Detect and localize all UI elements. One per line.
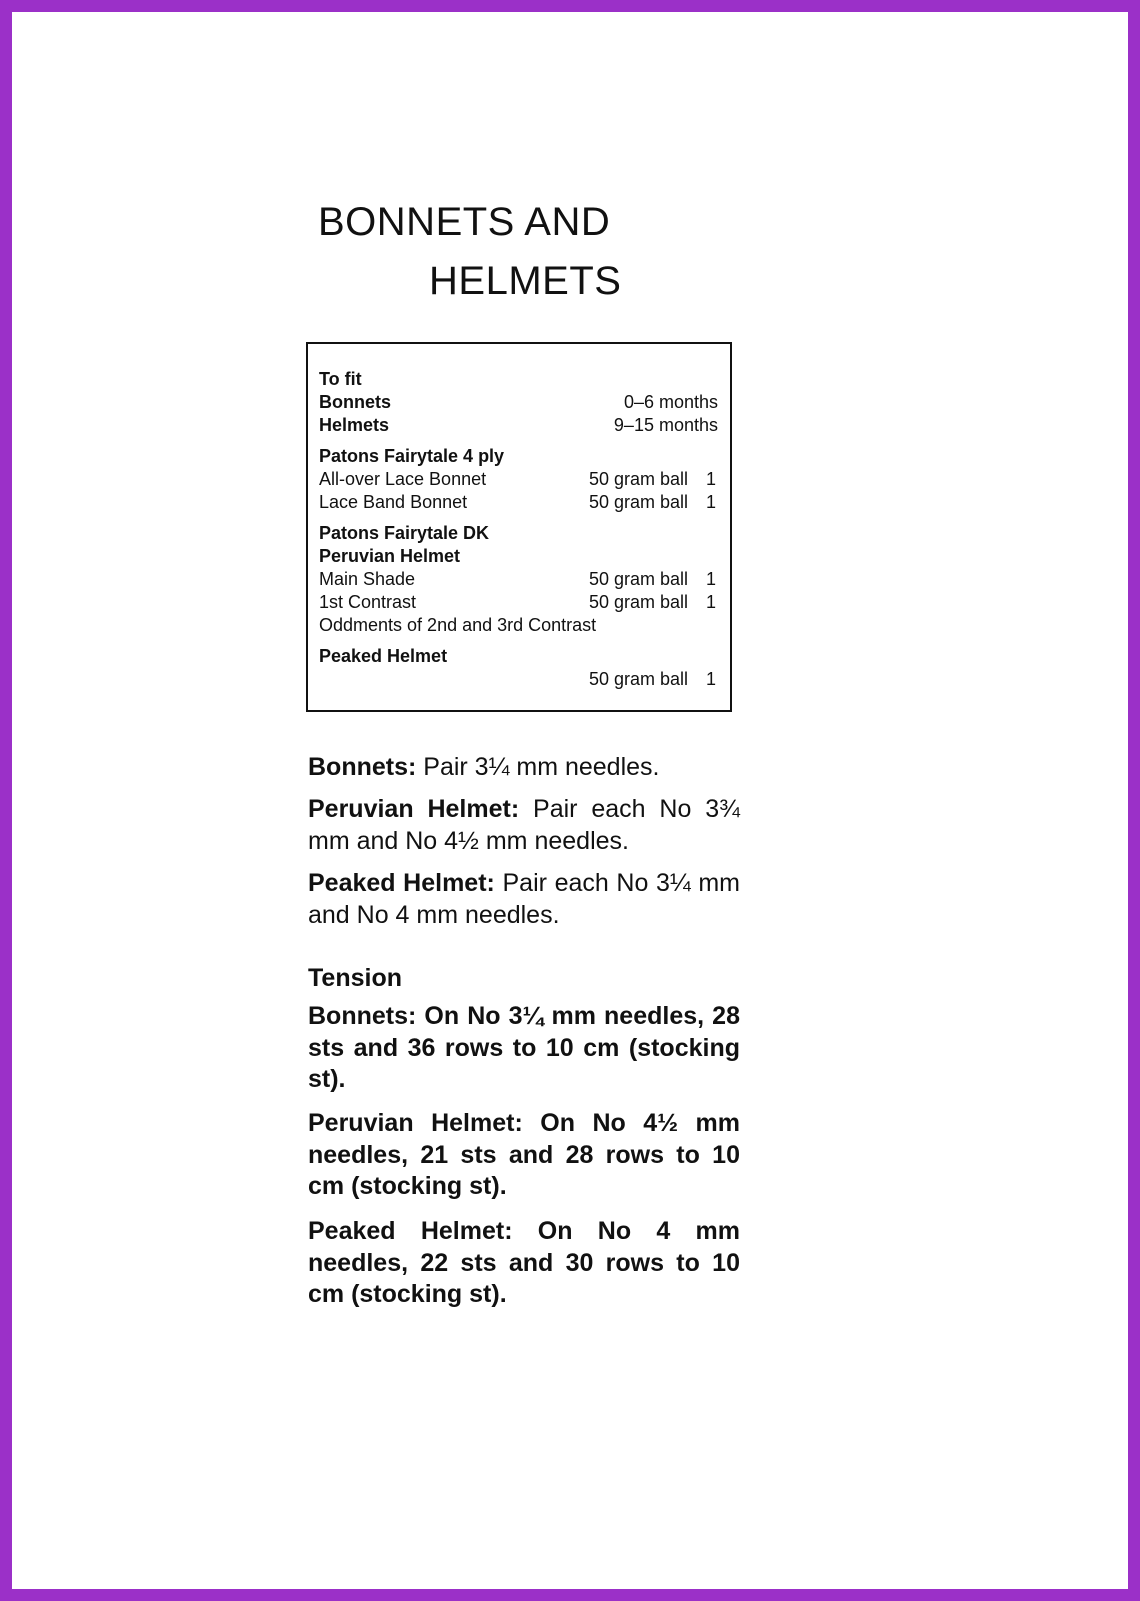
needles-peruvian [308, 793, 740, 857]
yarn-item-label: Main Shade [319, 569, 416, 589]
yarn-item-qty: 1 [705, 592, 716, 612]
tension-heading: Tension [308, 964, 402, 992]
yarn-row [319, 668, 718, 691]
yarn-item-qty: 1 [705, 569, 716, 589]
needles-bonnets [308, 751, 740, 783]
yarn-item-unit: 50 gram ball [588, 492, 688, 512]
peruvian-helmet-heading: Peruvian Helmet [319, 546, 461, 566]
page-title-line-1: BONNETS AND [318, 200, 611, 244]
fairytale-dk-heading: Patons Fairytale DK [319, 523, 490, 543]
yarn-row [319, 468, 718, 491]
yarn-item-label: Lace Band Bonnet [319, 492, 468, 512]
yarn-item-unit: 50 gram ball [588, 469, 688, 489]
needles-bonnets-label: Bonnets: [308, 753, 417, 781]
needles-peaked-text: Pair each No 3¼ mm and No 4 mm needles. [308, 869, 740, 929]
yarn-item-qty: 1 [705, 492, 716, 512]
page-title-line-2: HELMETS [429, 259, 622, 303]
yarn-row [319, 491, 718, 514]
peaked-helmet-heading: Peaked Helmet [319, 646, 448, 666]
materials-box [306, 342, 732, 712]
to-fit-label: To fit [319, 369, 362, 389]
needles-peaked-label: Peaked Helmet: [308, 869, 495, 897]
yarn-row [319, 568, 718, 591]
helmets-size-row [319, 414, 718, 437]
to-fit-row [319, 368, 718, 391]
yarn-row [319, 591, 718, 614]
yarn-item-unit: 50 gram ball [588, 669, 688, 689]
oddments-row [319, 614, 718, 637]
fairytale-dk-heading-row [319, 522, 718, 545]
fairytale-4ply-heading-row [319, 445, 718, 468]
oddments-text: Oddments of 2nd and 3rd Contrast [319, 615, 597, 635]
needles-peruvian-text: Pair each No 3¾ mm and No 4½ mm needles. [308, 795, 740, 855]
bonnets-size-label: Bonnets [319, 392, 391, 412]
bonnets-size-value: 0–6 months [623, 392, 718, 412]
tension-peaked: Peaked Helmet: On No 4 mm needles, 22 sts and 30 rows to 10 cm (stocking st). [308, 1217, 740, 1308]
needles-peruvian-label: Peruvian Helmet: [308, 795, 520, 823]
needles-peaked [308, 867, 740, 931]
fairytale-4ply-heading: Patons Fairytale 4 ply [319, 446, 505, 466]
bonnets-size-row [319, 391, 718, 414]
yarn-item-qty: 1 [705, 669, 716, 689]
helmets-size-value: 9–15 months [613, 415, 718, 435]
peruvian-helmet-heading-row [319, 545, 718, 568]
tension-bonnets: Bonnets: On No 3¼ mm needles, 28 sts and 36 rows to 10 cm (stocking st). [308, 1002, 740, 1093]
yarn-item-qty: 1 [705, 469, 716, 489]
yarn-item-label: 1st Contrast [319, 592, 417, 612]
helmets-size-label: Helmets [319, 415, 390, 435]
peaked-helmet-heading-row [319, 645, 718, 668]
tension-peruvian: Peruvian Helmet: On No 4½ mm needles, 21 sts and 28 rows to 10 cm (stocking st). [308, 1109, 740, 1200]
yarn-item-unit: 50 gram ball [588, 592, 688, 612]
needles-bonnets-text: Pair 3¼ mm needles. [416, 753, 660, 781]
yarn-item-label: All-over Lace Bonnet [319, 469, 487, 489]
yarn-item-unit: 50 gram ball [588, 569, 688, 589]
